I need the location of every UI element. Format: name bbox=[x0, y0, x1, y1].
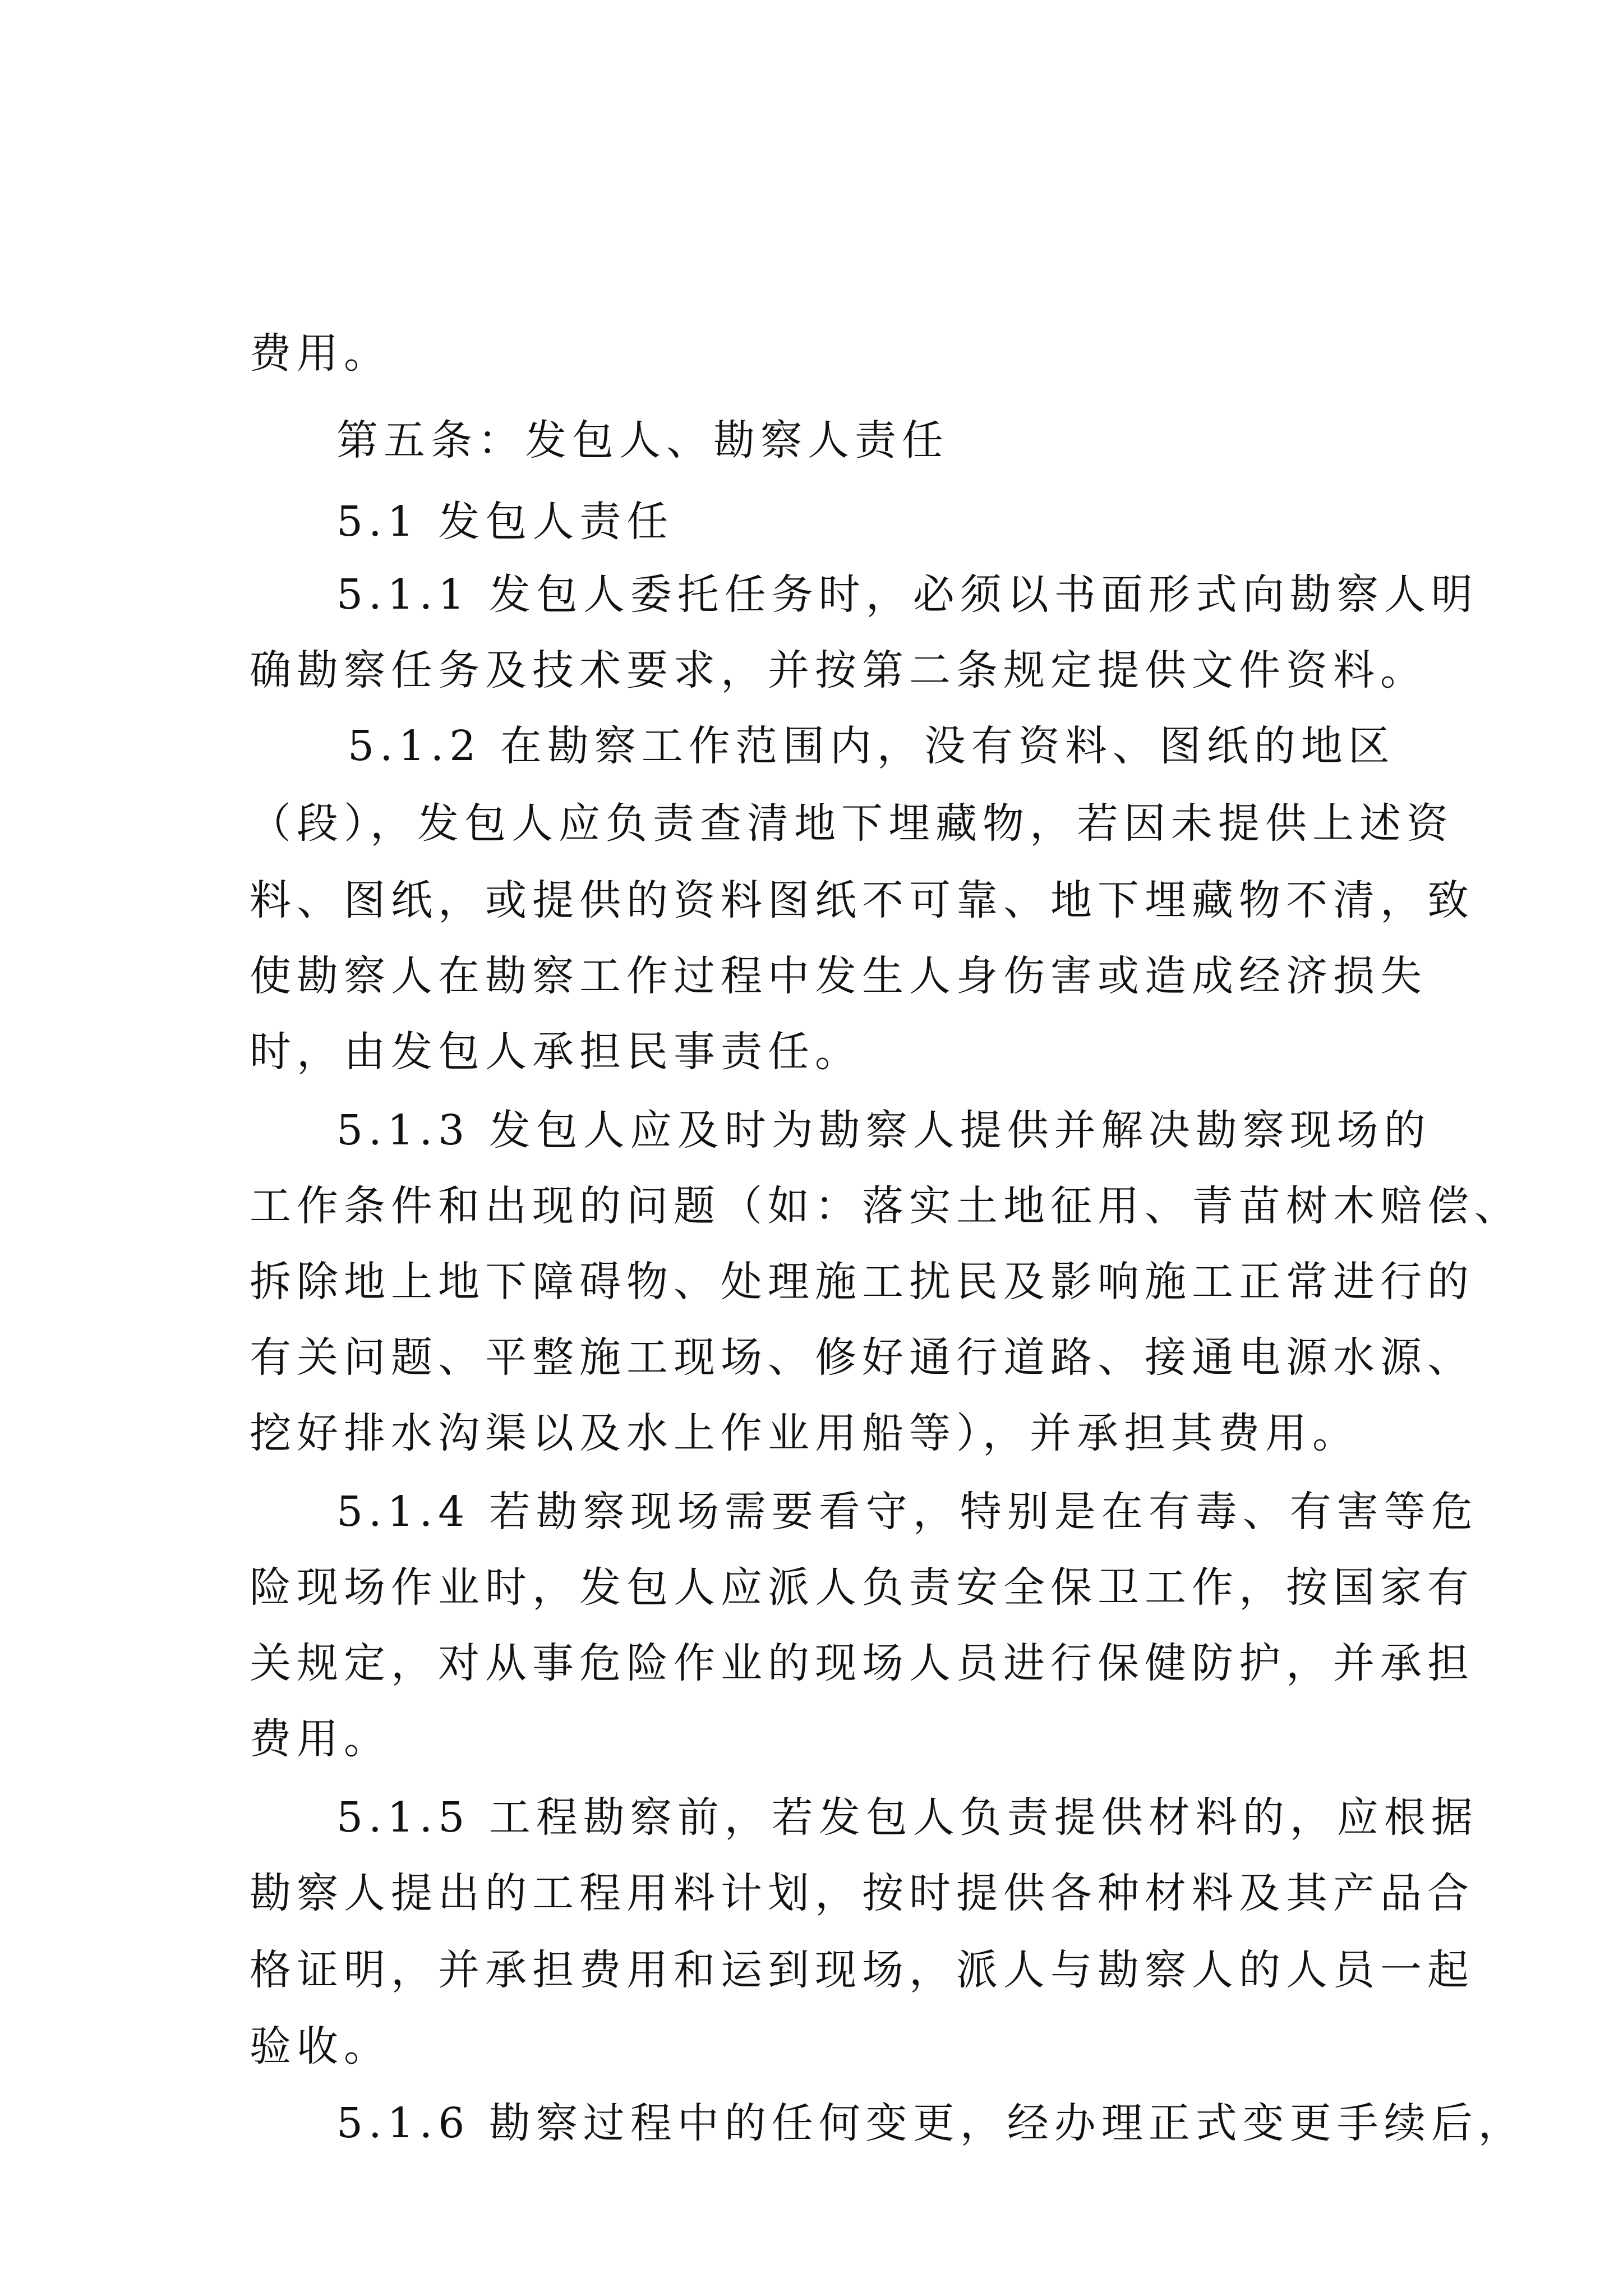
text-line: 5.1.5 工程勘察前，若发包人负责提供材料的，应根据 bbox=[336, 1793, 1478, 1842]
text-line: 5.1.1 发包人委托任务时，必须以书面形式向勘察人明 bbox=[336, 570, 1478, 619]
text-line: 使勘察人在勘察工作过程中发生人身伤害或造成经济损失 bbox=[250, 952, 1427, 1000]
text-line: 格证明，并承担费用和运到现场，派人与勘察人的人员一起 bbox=[250, 1946, 1474, 1994]
text-line: 确勘察任务及技术要求，并按第二条规定提供文件资料。 bbox=[250, 646, 1427, 694]
text-line: （段），发包人应负责查清地下埋藏物，若因未提供上述资 bbox=[250, 799, 1454, 848]
text-line: 5.1.2 在勘察工作范围内，没有资料、图纸的地区 bbox=[348, 722, 1395, 770]
text-line: 料、图纸，或提供的资料图纸不可靠、地下埋藏物不清，致 bbox=[250, 876, 1474, 924]
text-line: 挖好排水沟渠以及水上作业用船等），并承担其费用。 bbox=[250, 1409, 1359, 1457]
text-line: 5.1.4 若勘察现场需要看守，特别是在有毒、有害等危 bbox=[336, 1488, 1478, 1536]
text-line: 险现场作业时，发包人应派人负责安全保卫工作，按国家有 bbox=[250, 1563, 1474, 1612]
text-line: 时，由发包人承担民事责任。 bbox=[250, 1028, 862, 1076]
text-line: 勘察人提出的工程用料计划，按时提供各种材料及其产品合 bbox=[250, 1869, 1474, 1917]
text-line: 拆除地上地下障碍物、处理施工扰民及影响施工正常进行的 bbox=[250, 1258, 1474, 1306]
text-line: 工作条件和出现的问题（如：落实土地征用、青苗树木赔偿、 bbox=[250, 1182, 1521, 1230]
text-line: 5.1.6 勘察过程中的任何变更，经办理正式变更手续后， bbox=[336, 2099, 1525, 2147]
text-line: 第五条：发包人、勘察人责任 bbox=[336, 416, 949, 464]
text-line: 验收。 bbox=[250, 2022, 391, 2070]
text-line: 有关问题、平整施工现场、修好通行道路、接通电源水源、 bbox=[250, 1333, 1474, 1382]
text-line: 5.1.3 发包人应及时为勘察人提供并解决勘察现场的 bbox=[336, 1106, 1431, 1154]
text-line: 费用。 bbox=[250, 1715, 391, 1763]
text-line: 关规定，对从事危险作业的现场人员进行保健防护，并承担 bbox=[250, 1639, 1474, 1687]
text-line: 费用。 bbox=[250, 329, 391, 378]
text-line: 5.1 发包人责任 bbox=[336, 498, 674, 546]
paragraph-line bbox=[0, 1983, 1623, 2263]
